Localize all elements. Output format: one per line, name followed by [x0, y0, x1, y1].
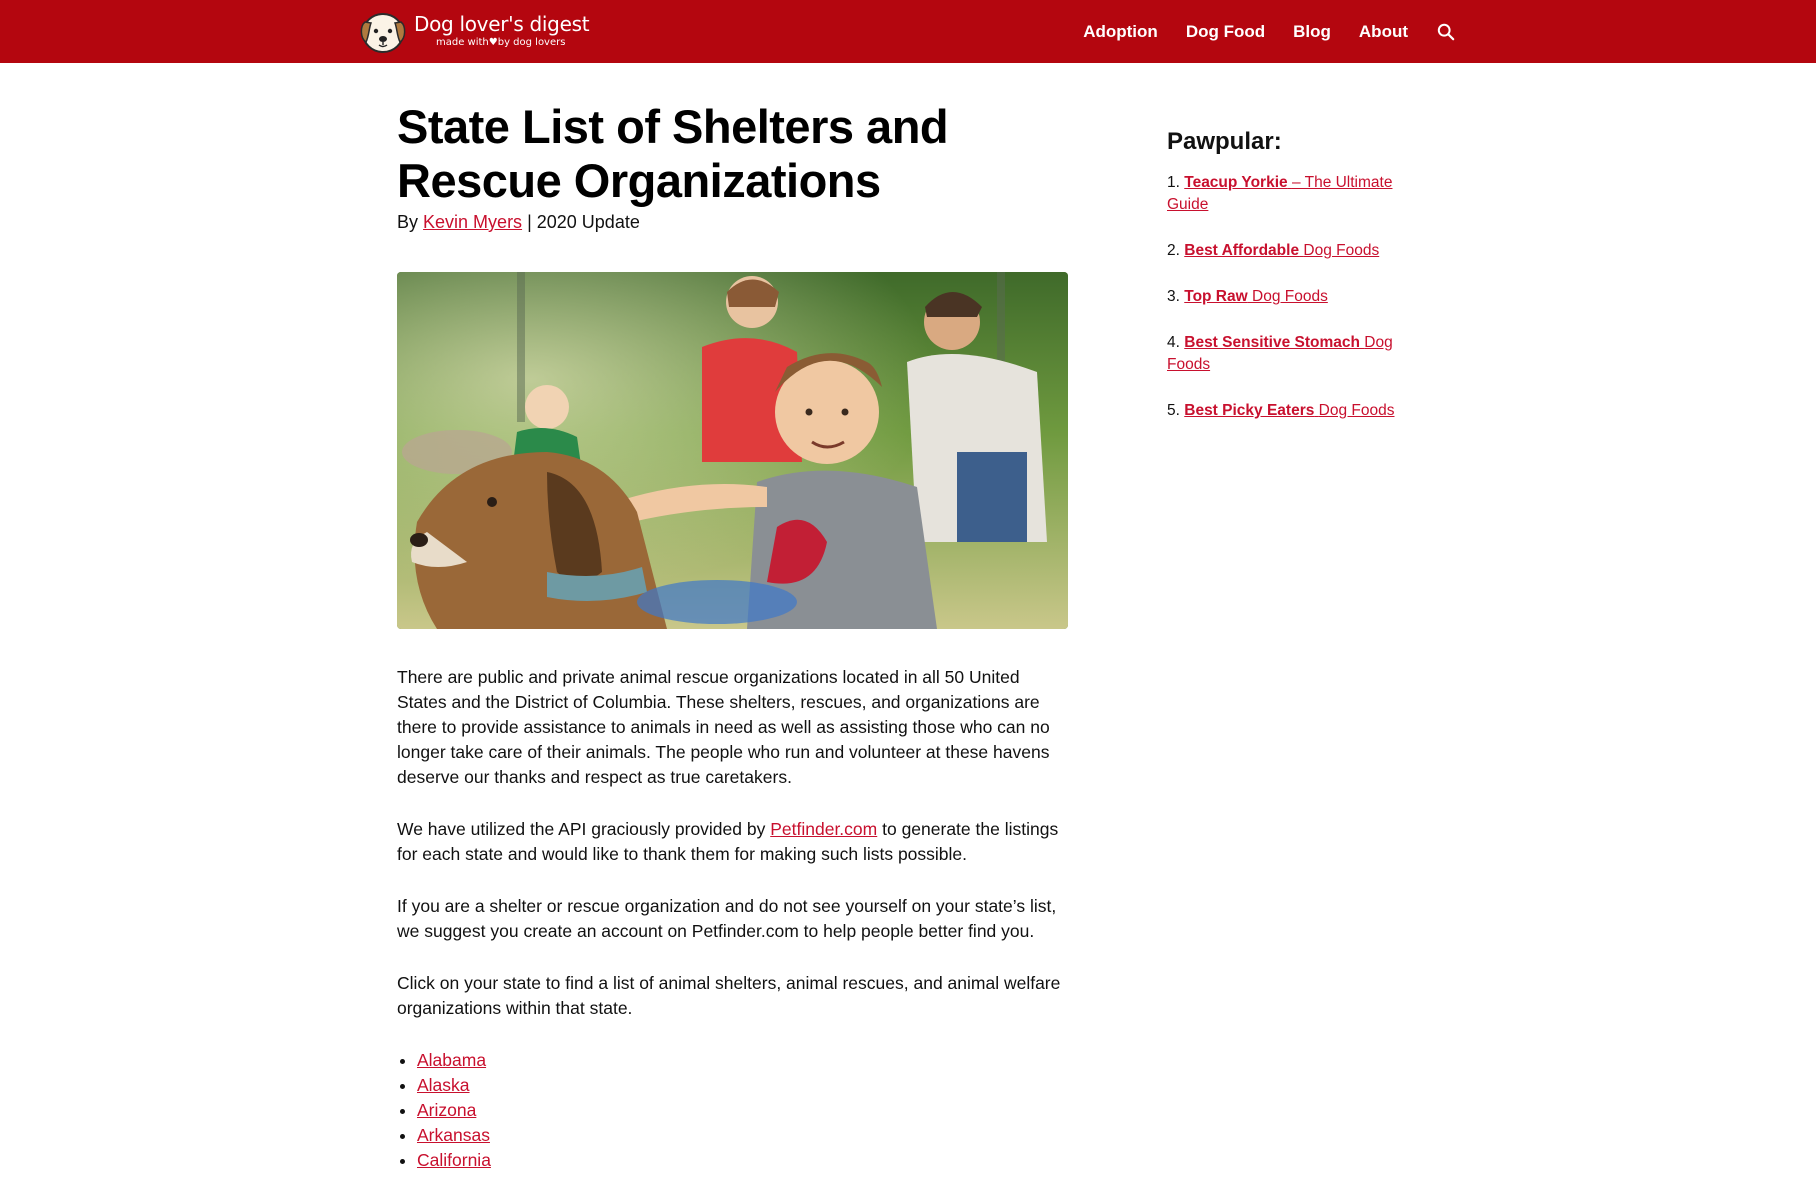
- state-link-arkansas[interactable]: Arkansas: [417, 1125, 490, 1145]
- state-link-alabama[interactable]: Alabama: [417, 1050, 487, 1070]
- popular-link-bold: Best Picky Eaters: [1184, 402, 1315, 419]
- logo-text: [414, 14, 589, 48]
- instruction-paragraph: Click on your state to find a list of animal shelters, animal rescues, and animal welfare organizations within that state.: [397, 973, 1061, 1018]
- popular-item-number: 3.: [1167, 288, 1180, 305]
- dog-face-icon: [358, 8, 408, 54]
- nav-item-adoption[interactable]: Adoption: [1083, 21, 1158, 41]
- popular-link-sensitive-stomach[interactable]: [1167, 334, 1393, 373]
- popular-item: [1167, 240, 1417, 262]
- shelter-paragraph: If you are a shelter or rescue organization and do not see yourself on your state’s list, we suggest you create an account on Petfinder.com to help people better find you.: [397, 896, 1057, 941]
- main-nav: [1055, 0, 1456, 63]
- popular-item-number: 5.: [1167, 402, 1180, 419]
- author-link[interactable]: Kevin Myers: [423, 212, 523, 232]
- popular-link-rest: Dog Foods: [1303, 242, 1380, 259]
- nav-item-blog[interactable]: Blog: [1293, 21, 1331, 41]
- sidebar: [1167, 126, 1417, 446]
- popular-item: [1167, 400, 1417, 422]
- popular-link-bold: Top Raw: [1184, 288, 1248, 305]
- popular-link-rest: Dog Foods: [1252, 288, 1328, 305]
- byline: [397, 210, 1069, 234]
- popular-link-bold: Best Affordable: [1184, 242, 1300, 259]
- state-link-alaska[interactable]: Alaska: [417, 1075, 470, 1095]
- byline-suffix: | 2020 Update: [527, 212, 640, 232]
- list-item: [417, 1123, 1069, 1148]
- sidebar-title: Pawpular:: [1167, 128, 1282, 155]
- hero-image: [397, 272, 1068, 629]
- nav-item-dog-food[interactable]: Dog Food: [1185, 21, 1266, 41]
- api-paragraph-after: to generate the listings for each state and would like to thank them for making such lists possible.: [397, 819, 1059, 864]
- popular-item: [1167, 286, 1417, 308]
- list-item: [417, 1098, 1069, 1123]
- popular-link-picky-eaters[interactable]: [1184, 402, 1394, 419]
- popular-link-rest: Dog Foods: [1167, 334, 1393, 373]
- popular-list: [1167, 172, 1417, 422]
- popular-link-rest: Dog Foods: [1318, 402, 1395, 419]
- logo-title: Dog lover's digest: [414, 12, 590, 36]
- popular-item: [1167, 332, 1417, 376]
- api-paragraph-before: We have utilized the API graciously provided by: [397, 819, 766, 839]
- state-link-california[interactable]: California: [417, 1150, 491, 1170]
- popular-link-bold: Teacup Yorkie: [1184, 174, 1288, 191]
- popular-link-teacup-yorkie[interactable]: [1167, 174, 1392, 213]
- popular-item-number: 1.: [1167, 174, 1180, 191]
- hero-photo-illustration: [397, 272, 1068, 629]
- popular-item: [1167, 172, 1417, 216]
- byline-prefix: By: [397, 212, 419, 232]
- search-icon[interactable]: [1436, 22, 1456, 42]
- site-header: [0, 0, 1816, 63]
- site-logo[interactable]: [358, 8, 608, 54]
- page-title: State List of Shelters and Rescue Organizations: [397, 100, 949, 207]
- article: [397, 100, 1069, 1173]
- state-list: [397, 1048, 1069, 1173]
- nav-item-about[interactable]: About: [1358, 21, 1408, 41]
- list-item: [417, 1148, 1069, 1173]
- popular-link-rest: – The Ultimate Guide: [1167, 174, 1393, 213]
- list-item: [417, 1048, 1069, 1073]
- logo-tagline: made with♥by dog lovers: [436, 37, 566, 48]
- petfinder-link[interactable]: Petfinder.com: [770, 819, 878, 839]
- popular-link-bold: Best Sensitive Stomach: [1184, 334, 1360, 351]
- intro-paragraph: There are public and private animal rescue organizations located in all 50 United States and the District of Columbia. These shelters, rescues, and organizations are there to provide assistance to animals in need as well as assisting those who can no longer take care of their animals. The people who run and volunteer at these havens deserve our thanks and respect as true caretakers.: [397, 667, 1050, 787]
- api-paragraph: [397, 817, 1069, 867]
- popular-link-top-raw[interactable]: [1184, 288, 1328, 305]
- list-item: [417, 1073, 1069, 1098]
- popular-link-affordable[interactable]: [1184, 242, 1379, 259]
- popular-item-number: 4.: [1167, 334, 1180, 351]
- state-link-arizona[interactable]: Arizona: [417, 1100, 477, 1120]
- popular-item-number: 2.: [1167, 242, 1180, 259]
